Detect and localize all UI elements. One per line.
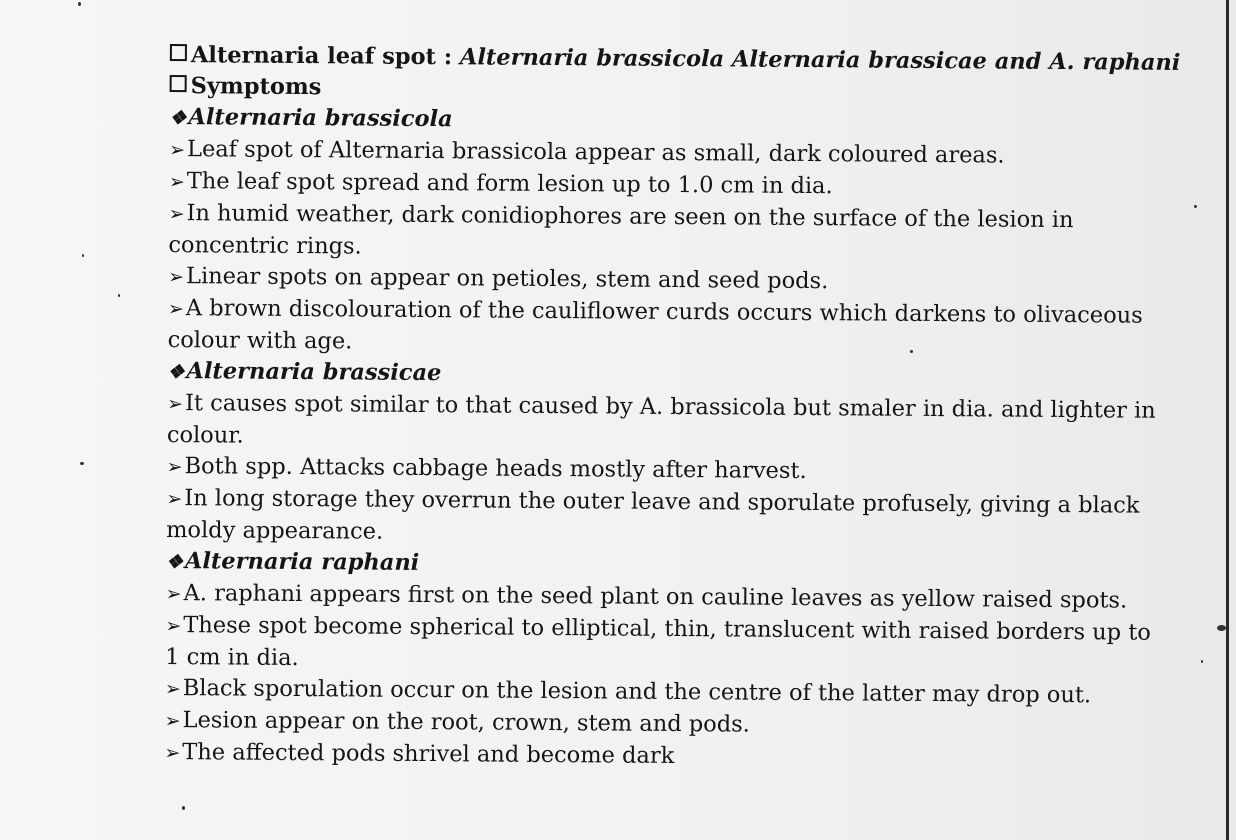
checkbox-icon	[170, 44, 187, 61]
arrow-bullet-icon: ➢	[167, 392, 184, 416]
page-edge-line	[1226, 0, 1229, 840]
heading-title: Alternaria leaf spot	[190, 42, 437, 71]
symptoms-label: Symptoms	[190, 73, 322, 101]
checkbox-icon	[170, 75, 187, 92]
scan-speck	[910, 350, 913, 353]
point-text: In long storage they overrun the outer leave and sporulate profusely, giving a black	[184, 485, 1140, 519]
bullet-point	[164, 737, 1174, 777]
point-text: colour with age.	[167, 326, 353, 355]
arrow-bullet-icon: ➢	[168, 202, 185, 226]
section-title: Alternaria raphani	[184, 548, 420, 576]
arrow-bullet-icon: ➢	[164, 677, 181, 701]
section-title: Alternaria brassicae	[186, 358, 442, 387]
arrow-bullet-icon: ➢	[165, 582, 182, 606]
document-body	[164, 40, 1180, 777]
section-title: Alternaria brassicola	[188, 104, 453, 133]
scan-speck	[80, 462, 84, 465]
point-text: Linear spots on appear on petioles, stem and seed pods.	[185, 263, 829, 295]
scan-speck	[1217, 625, 1226, 631]
point-text: The leaf spot spread and form lesion up to 1.0 cm in dia.	[186, 168, 833, 200]
arrow-bullet-icon: ➢	[166, 487, 183, 511]
arrow-bullet-icon: ➢	[166, 455, 183, 479]
point-text: A. raphani appears first on the seed plant on cauline leaves as yellow raised spots.	[183, 580, 1128, 614]
scan-speck	[1194, 205, 1197, 208]
scan-speck	[78, 2, 81, 6]
point-text: Leaf spot of Alternaria brassicola appear as small, dark coloured areas.	[186, 136, 1005, 169]
scan-speck	[82, 254, 84, 257]
arrow-bullet-icon: ➢	[169, 138, 186, 162]
scan-speck	[118, 294, 120, 297]
point-text: It causes spot similar to that caused by A. brassicola but smaler in dia. and lighter in	[184, 390, 1156, 424]
arrow-bullet-icon: ➢	[168, 265, 185, 289]
point-text: In humid weather, dark conidiophores are seen on the surface of the lesion in	[186, 200, 1074, 234]
point-text: Both spp. Attacks cabbage heads mostly after harvest.	[184, 453, 807, 485]
point-text: The affected pods shrivel and become dark	[182, 739, 675, 769]
point-text: Lesion appear on the root, crown, stem and pods.	[182, 707, 750, 738]
point-text: 1 cm in dia.	[165, 643, 299, 672]
diamond-bullet-icon: ❖	[165, 550, 184, 574]
arrow-bullet-icon: ➢	[164, 741, 181, 765]
point-text: Black sporulation occur on the lesion and the centre of the latter may drop out.	[182, 675, 1092, 709]
point-text: colour.	[166, 421, 244, 449]
heading-pathogens: Alternaria brassicola Alternaria brassicae and A. raphani	[459, 44, 1181, 76]
arrow-bullet-icon: ➢	[167, 297, 184, 321]
point-text: moldy appearance.	[166, 516, 384, 545]
diamond-bullet-icon: ❖	[169, 106, 187, 130]
arrow-bullet-icon: ➢	[164, 709, 181, 733]
point-text: concentric rings.	[168, 231, 362, 260]
diamond-bullet-icon: ❖	[167, 360, 185, 384]
arrow-bullet-icon: ➢	[165, 614, 182, 638]
arrow-bullet-icon: ➢	[168, 170, 185, 194]
point-text: These spot become spherical to elliptical, thin, translucent with raised borders up to	[183, 612, 1151, 646]
point-text: A brown discolouration of the cauliflower curds occurs which darkens to olivaceous	[185, 295, 1143, 329]
heading-separator: :	[435, 44, 461, 71]
scan-speck	[182, 806, 185, 810]
scan-speck	[1201, 660, 1203, 663]
